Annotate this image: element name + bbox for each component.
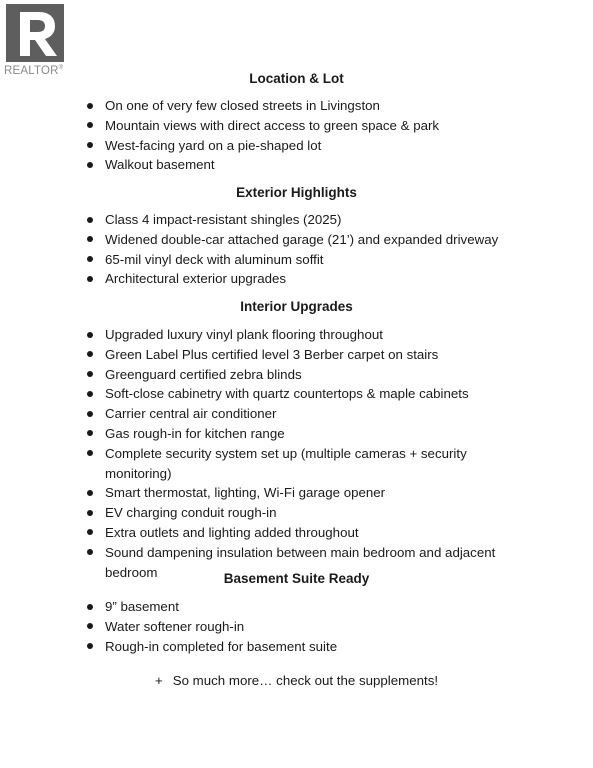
realtor-logo (4, 4, 70, 77)
list-item: EV charging conduit rough-in (84, 503, 534, 523)
section-list-interior (84, 325, 534, 582)
list-item: Mountain views with direct access to green space & park (84, 116, 534, 136)
list-item: Walkout basement (84, 155, 534, 175)
list-item: Upgraded luxury vinyl plank flooring throughout (84, 325, 534, 345)
footer-text: So much more… check out the supplements! (172, 673, 439, 688)
list-item: Smart thermostat, lighting, Wi-Fi garage opener (84, 483, 534, 503)
section-list-basement (84, 597, 534, 656)
list-item: Soft-close cabinetry with quartz countertops & maple cabinets (84, 384, 534, 404)
plus-icon: + (154, 673, 163, 688)
list-item: West-facing yard on a pie-shaped lot (84, 136, 534, 156)
list-item: Water softener rough-in (84, 617, 534, 637)
list-item: On one of very few closed streets in Livingston (84, 96, 534, 116)
list-item: Widened double-car attached garage (21’) and expanded driveway (84, 230, 534, 250)
list-item: Architectural exterior upgrades (84, 269, 534, 289)
list-item: Sound dampening insulation between main bedroom and adjacent bedroom (84, 543, 535, 583)
realtor-wordmark: REALTOR® (4, 65, 64, 77)
section-title-interior: Interior Upgrades (240, 299, 353, 314)
section-title-location: Location & Lot (249, 71, 344, 86)
section-title-exterior: Exterior Highlights (236, 185, 357, 200)
list-item: Greenguard certified zebra blinds (84, 365, 534, 385)
footer-note (0, 672, 593, 690)
section-title-basement: Basement Suite Ready (223, 571, 370, 586)
list-item: Green Label Plus certified level 3 Berber carpet on stairs (84, 345, 534, 365)
list-item: Class 4 impact-resistant shingles (2025) (84, 210, 534, 230)
list-item: 65-mil vinyl deck with aluminum soffit (84, 250, 534, 270)
list-item: Complete security system set up (multiple cameras + security monitoring) (84, 444, 534, 484)
list-item: Rough-in completed for basement suite (84, 637, 534, 657)
list-item: 9” basement (84, 597, 534, 617)
section-list-exterior (84, 210, 534, 289)
list-item: Gas rough-in for kitchen range (84, 424, 534, 444)
realtor-r-icon (6, 4, 64, 62)
list-item: Carrier central air conditioner (84, 404, 534, 424)
list-item: Extra outlets and lighting added throughout (84, 523, 534, 543)
section-list-location (84, 96, 534, 175)
